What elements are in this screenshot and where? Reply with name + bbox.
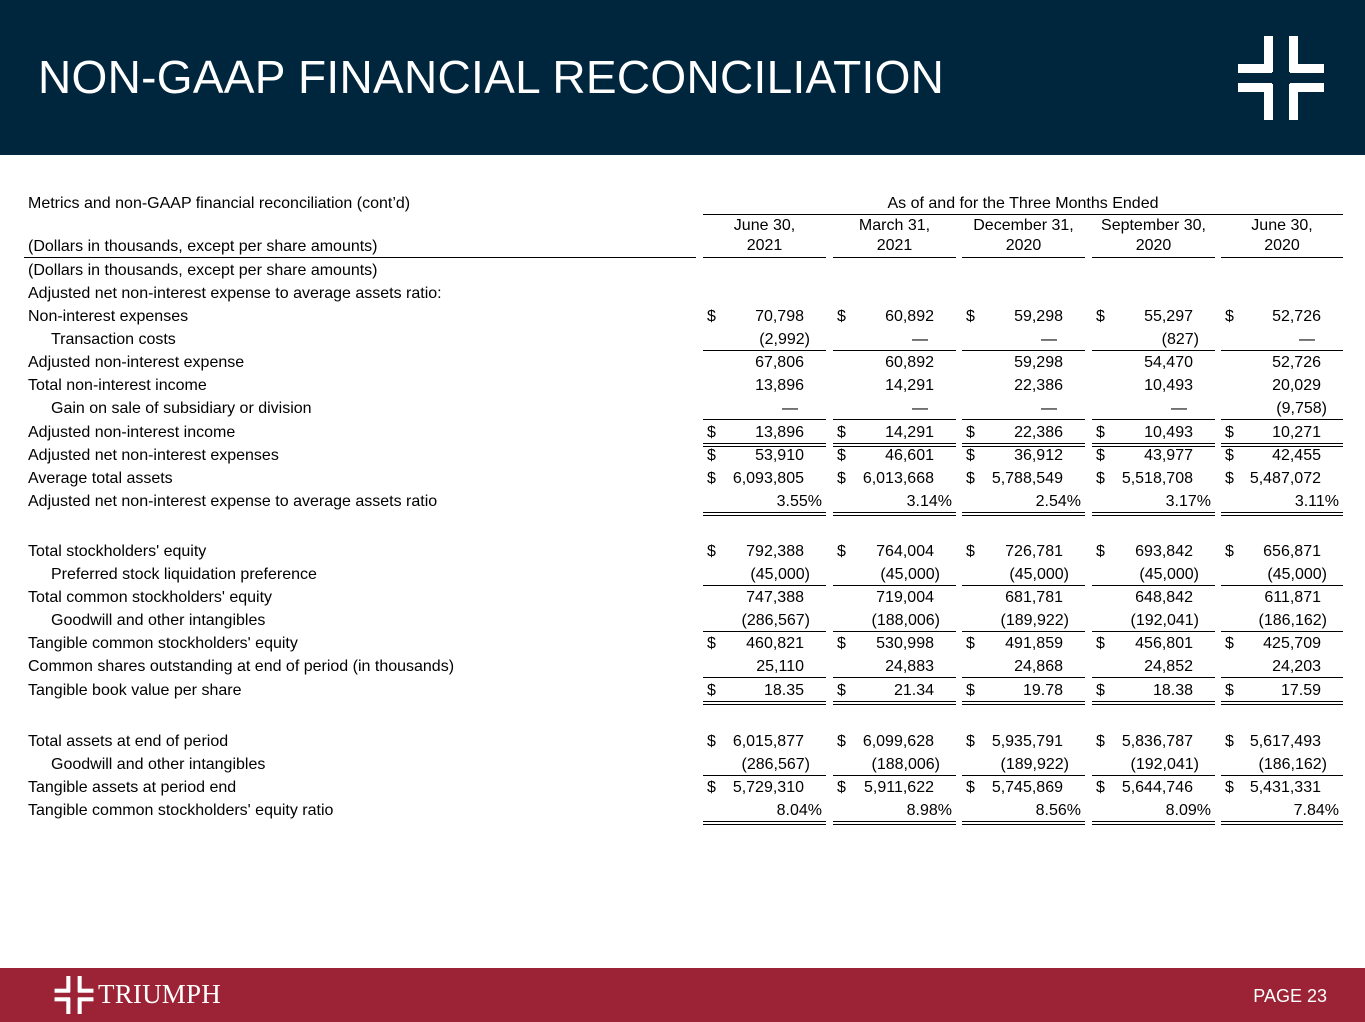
double-underline [1221, 821, 1343, 825]
dollar-sign: $ [966, 470, 975, 487]
single-underline [833, 631, 956, 632]
dollar-sign: $ [1096, 635, 1105, 652]
dollar-sign: $ [837, 779, 846, 796]
table-cell: 17.59 [1280, 682, 1321, 699]
table-cell: — [1041, 331, 1057, 348]
table-cell: — [1171, 400, 1187, 417]
table-cell: (186,162) [1258, 756, 1327, 773]
table-cell: 70,798 [755, 308, 804, 325]
table-cell: 648,842 [1135, 589, 1193, 606]
table-cell: 14,291 [885, 377, 934, 394]
dollar-sign: $ [707, 733, 716, 750]
table-cell: 5,644,746 [1121, 779, 1193, 796]
dollar-sign: $ [1225, 543, 1234, 560]
table-cell: 19.78 [1022, 682, 1063, 699]
table-cell: (186,162) [1258, 612, 1327, 629]
table-cell: (9,758) [1276, 400, 1327, 417]
double-underline [1092, 512, 1215, 516]
row-label: Preferred stock liquidation preference [51, 566, 317, 583]
table-cell: — [912, 331, 928, 348]
table-cell: 67,806 [755, 354, 804, 371]
table-cell: (45,000) [1139, 566, 1199, 583]
dollar-sign: $ [1096, 470, 1105, 487]
table-cell: (188,006) [871, 612, 940, 629]
single-underline [962, 419, 1085, 420]
column-header-rule [962, 257, 1085, 258]
table-cell: 425,709 [1263, 635, 1321, 652]
table-cell: 60,892 [885, 354, 934, 371]
dollar-sign: $ [1096, 779, 1105, 796]
single-underline [1221, 677, 1343, 678]
single-underline [962, 677, 1085, 678]
table-cell: 18.38 [1152, 682, 1193, 699]
single-underline [703, 677, 826, 678]
single-underline [962, 631, 1085, 632]
table-cell: 54,470 [1144, 354, 1193, 371]
group-header-rule [703, 214, 1343, 215]
table-cell: 14,291 [885, 424, 934, 441]
table-cell: 5,617,493 [1249, 733, 1321, 750]
row-label: Goodwill and other intangibles [51, 756, 266, 773]
dollar-sign: $ [707, 682, 716, 699]
group-header: As of and for the Three Months Ended [887, 195, 1159, 212]
table-cell: 3.17% [1165, 493, 1211, 510]
row-label: Tangible book value per share [28, 682, 242, 699]
dollar-sign: $ [707, 470, 716, 487]
table-cell: 10,271 [1272, 424, 1321, 441]
column-header: March 31, 2021 [858, 217, 931, 254]
table-cell: 53,910 [755, 447, 804, 464]
single-underline [1221, 350, 1343, 351]
table-cell: 5,935,791 [991, 733, 1063, 750]
row-label: Total stockholders' equity [28, 543, 207, 560]
row-label: Tangible common stockholders' equity ratio [28, 802, 334, 819]
dollar-sign: $ [707, 779, 716, 796]
dollar-sign: $ [1225, 308, 1234, 325]
single-underline [703, 419, 826, 420]
double-underline [1092, 821, 1215, 825]
table-cell: 5,745,869 [991, 779, 1063, 796]
dollar-sign: $ [1225, 635, 1234, 652]
single-underline [1221, 419, 1343, 420]
table-cell: 491,859 [1005, 635, 1063, 652]
table-cell: 6,013,668 [862, 470, 934, 487]
table-cell: 693,842 [1135, 543, 1193, 560]
dollar-sign: $ [707, 308, 716, 325]
table-cell: 656,871 [1263, 543, 1321, 560]
single-underline [1221, 631, 1343, 632]
table-cell: 2.54% [1035, 493, 1081, 510]
single-underline [1221, 775, 1343, 776]
table-cell: (45,000) [1009, 566, 1069, 583]
double-underline [703, 821, 826, 825]
label-header-rule [24, 257, 696, 258]
dollar-sign: $ [1096, 424, 1105, 441]
dollar-sign: $ [1096, 682, 1105, 699]
single-underline [703, 585, 826, 586]
single-underline [833, 585, 956, 586]
single-underline [1092, 585, 1215, 586]
table-cell: 6,093,805 [732, 470, 804, 487]
table-cell: (189,922) [1000, 756, 1069, 773]
dollar-sign: $ [1225, 779, 1234, 796]
table-cell: 5,788,549 [991, 470, 1063, 487]
single-underline [833, 419, 956, 420]
column-header-rule [1092, 257, 1215, 258]
table-cell: 60,892 [885, 308, 934, 325]
table-cell: 8.56% [1035, 802, 1081, 819]
single-underline [962, 585, 1085, 586]
table-cell: 792,388 [746, 543, 804, 560]
row-label: Adjusted non-interest expense [28, 354, 245, 371]
table-cell: 3.14% [906, 493, 952, 510]
table-cell: 20,029 [1272, 377, 1321, 394]
table-cell: (192,041) [1130, 612, 1199, 629]
dollar-sign: $ [1225, 733, 1234, 750]
table-cell: 747,388 [746, 589, 804, 606]
single-underline [833, 677, 956, 678]
table-cell: 6,015,877 [732, 733, 804, 750]
table-cell: (286,567) [741, 756, 810, 773]
table-cell: 5,836,787 [1121, 733, 1193, 750]
table-cell: (45,000) [750, 566, 810, 583]
table-cell: 42,455 [1272, 447, 1321, 464]
table-cell: 18.35 [763, 682, 804, 699]
double-underline [833, 512, 956, 516]
single-underline [962, 350, 1085, 351]
dollar-sign: $ [966, 447, 975, 464]
table-cell: — [912, 400, 928, 417]
column-header: December 31, 2020 [973, 217, 1074, 254]
row-label: Goodwill and other intangibles [51, 612, 266, 629]
table-cell: 5,518,708 [1121, 470, 1193, 487]
table-cell: 764,004 [876, 543, 934, 560]
double-underline [1092, 701, 1215, 705]
table-cell: 25,110 [756, 658, 804, 675]
table-cell: 22,386 [1014, 424, 1063, 441]
column-header: June 30, 2021 [733, 217, 796, 254]
table-cell: 55,297 [1144, 308, 1193, 325]
table-cell: 52,726 [1272, 308, 1321, 325]
units-label: (Dollars in thousands, except per share amounts) [28, 238, 378, 255]
slide-footer [0, 968, 1365, 1022]
table-cell: 24,203 [1272, 658, 1321, 675]
table-cell: (45,000) [1267, 566, 1327, 583]
dollar-sign: $ [837, 635, 846, 652]
table-cell: 3.11% [1294, 493, 1339, 510]
table-cell: (188,006) [871, 756, 940, 773]
dollar-sign: $ [966, 779, 975, 796]
table-cell: (827) [1161, 331, 1199, 348]
dollar-sign: $ [1096, 308, 1105, 325]
table-cell: (189,922) [1000, 612, 1069, 629]
table-caption: Metrics and non-GAAP financial reconciliation (cont’d) [28, 195, 411, 212]
row-label: Gain on sale of subsidiary or division [51, 400, 312, 417]
table-cell: 36,912 [1014, 447, 1063, 464]
row-label: Tangible assets at period end [28, 779, 237, 796]
table-cell: (2,992) [759, 331, 810, 348]
row-label: Total assets at end of period [28, 733, 229, 750]
table-cell: (192,041) [1130, 756, 1199, 773]
double-underline [962, 821, 1085, 825]
table-cell: (286,567) [741, 612, 810, 629]
table-cell: 59,298 [1014, 308, 1063, 325]
table-cell: 46,601 [885, 447, 934, 464]
table-cell: 681,781 [1005, 589, 1063, 606]
row-label: Adjusted non-interest income [28, 424, 236, 441]
double-underline [833, 701, 956, 705]
dollar-sign: $ [966, 424, 975, 441]
row-label: (Dollars in thousands, except per share amounts) [28, 262, 378, 279]
table-cell: 59,298 [1014, 354, 1063, 371]
table-cell: 13,896 [755, 377, 804, 394]
table-cell: — [782, 400, 798, 417]
double-underline [703, 512, 826, 516]
row-label: Common shares outstanding at end of period (in thousands) [28, 658, 455, 675]
dollar-sign: $ [707, 543, 716, 560]
table-cell: 8.98% [906, 802, 952, 819]
table-cell: 726,781 [1005, 543, 1063, 560]
row-label: Transaction costs [51, 331, 176, 348]
double-underline [962, 701, 1085, 705]
dollar-sign: $ [1225, 682, 1234, 699]
dollar-sign: $ [1096, 447, 1105, 464]
table-cell: 7.84% [1293, 802, 1339, 819]
page-number: PAGE 23 [1253, 986, 1327, 1006]
single-underline [1092, 350, 1215, 351]
row-label: Total common stockholders' equity [28, 589, 273, 606]
dollar-sign: $ [707, 424, 716, 441]
column-header-rule [1221, 257, 1343, 258]
single-underline [1092, 775, 1215, 776]
single-underline [833, 775, 956, 776]
table-cell: (45,000) [880, 566, 940, 583]
table-cell: — [1041, 400, 1057, 417]
row-label: Total non-interest income [28, 377, 207, 394]
row-label: Non-interest expenses [28, 308, 189, 325]
dollar-sign: $ [707, 447, 716, 464]
table-cell: 52,726 [1272, 354, 1321, 371]
single-underline [1092, 631, 1215, 632]
triumph-cross-small-icon [54, 976, 94, 1014]
page-title: NON-GAAP FINANCIAL RECONCILIATION [38, 51, 945, 103]
brand-name: TRIUMPH [98, 979, 221, 1009]
table-cell: 43,977 [1144, 447, 1193, 464]
single-underline [962, 775, 1085, 776]
double-underline [833, 821, 956, 825]
table-cell: — [1299, 331, 1315, 348]
column-header: September 30, 2020 [1101, 217, 1206, 254]
table-cell: 5,729,310 [732, 779, 804, 796]
table-cell: 460,821 [746, 635, 804, 652]
column-header-rule [703, 257, 826, 258]
dollar-sign: $ [707, 635, 716, 652]
row-label: Adjusted net non-interest expenses [28, 447, 279, 464]
slide-header [0, 0, 1365, 155]
double-underline [1221, 512, 1343, 516]
table-cell: 21.34 [893, 682, 934, 699]
single-underline [1092, 419, 1215, 420]
dollar-sign: $ [1096, 733, 1105, 750]
table-cell: 719,004 [876, 589, 934, 606]
dollar-sign: $ [1096, 543, 1105, 560]
single-underline [703, 631, 826, 632]
dollar-sign: $ [1225, 424, 1234, 441]
row-label: Average total assets [28, 470, 173, 487]
single-underline [1221, 585, 1343, 586]
dollar-sign: $ [837, 682, 846, 699]
table-cell: 456,801 [1135, 635, 1193, 652]
dollar-sign: $ [837, 543, 846, 560]
column-header: June 30, 2020 [1251, 217, 1313, 254]
table-cell: 5,487,072 [1249, 470, 1321, 487]
dollar-sign: $ [837, 447, 846, 464]
dollar-sign: $ [966, 543, 975, 560]
table-cell: 611,871 [1264, 589, 1321, 606]
dollar-sign: $ [966, 308, 975, 325]
dollar-sign: $ [837, 733, 846, 750]
dollar-sign: $ [837, 308, 846, 325]
row-label: Adjusted net non-interest expense to average assets ratio: [28, 285, 442, 302]
table-cell: 5,431,331 [1249, 779, 1321, 796]
dollar-sign: $ [966, 635, 975, 652]
single-underline [1092, 677, 1215, 678]
table-cell: 22,386 [1014, 377, 1063, 394]
double-underline [703, 701, 826, 705]
single-underline [703, 775, 826, 776]
double-underline [1221, 701, 1343, 705]
table-cell: 8.09% [1165, 802, 1211, 819]
table-cell: 10,493 [1144, 424, 1193, 441]
dollar-sign: $ [1225, 470, 1234, 487]
dollar-sign: $ [837, 470, 846, 487]
single-underline [703, 350, 826, 351]
dollar-sign: $ [1225, 447, 1234, 464]
table-cell: 6,099,628 [862, 733, 934, 750]
dollar-sign: $ [966, 682, 975, 699]
table-cell: 530,998 [876, 635, 934, 652]
table-cell: 24,883 [885, 658, 934, 675]
double-underline [962, 512, 1085, 516]
table-cell: 24,868 [1014, 658, 1063, 675]
table-cell: 8.04% [776, 802, 822, 819]
table-cell: 24,852 [1144, 658, 1193, 675]
dollar-sign: $ [966, 733, 975, 750]
table-cell: 10,493 [1144, 377, 1193, 394]
table-cell: 3.55% [776, 493, 822, 510]
single-underline [833, 350, 956, 351]
triumph-cross-logo-icon [1238, 36, 1324, 120]
row-label: Adjusted net non-interest expense to average assets ratio [28, 493, 438, 510]
column-header-rule [833, 257, 956, 258]
table-cell: 5,911,622 [864, 779, 934, 796]
dollar-sign: $ [837, 424, 846, 441]
table-cell: 13,896 [755, 424, 804, 441]
row-label: Tangible common stockholders' equity [28, 635, 298, 652]
